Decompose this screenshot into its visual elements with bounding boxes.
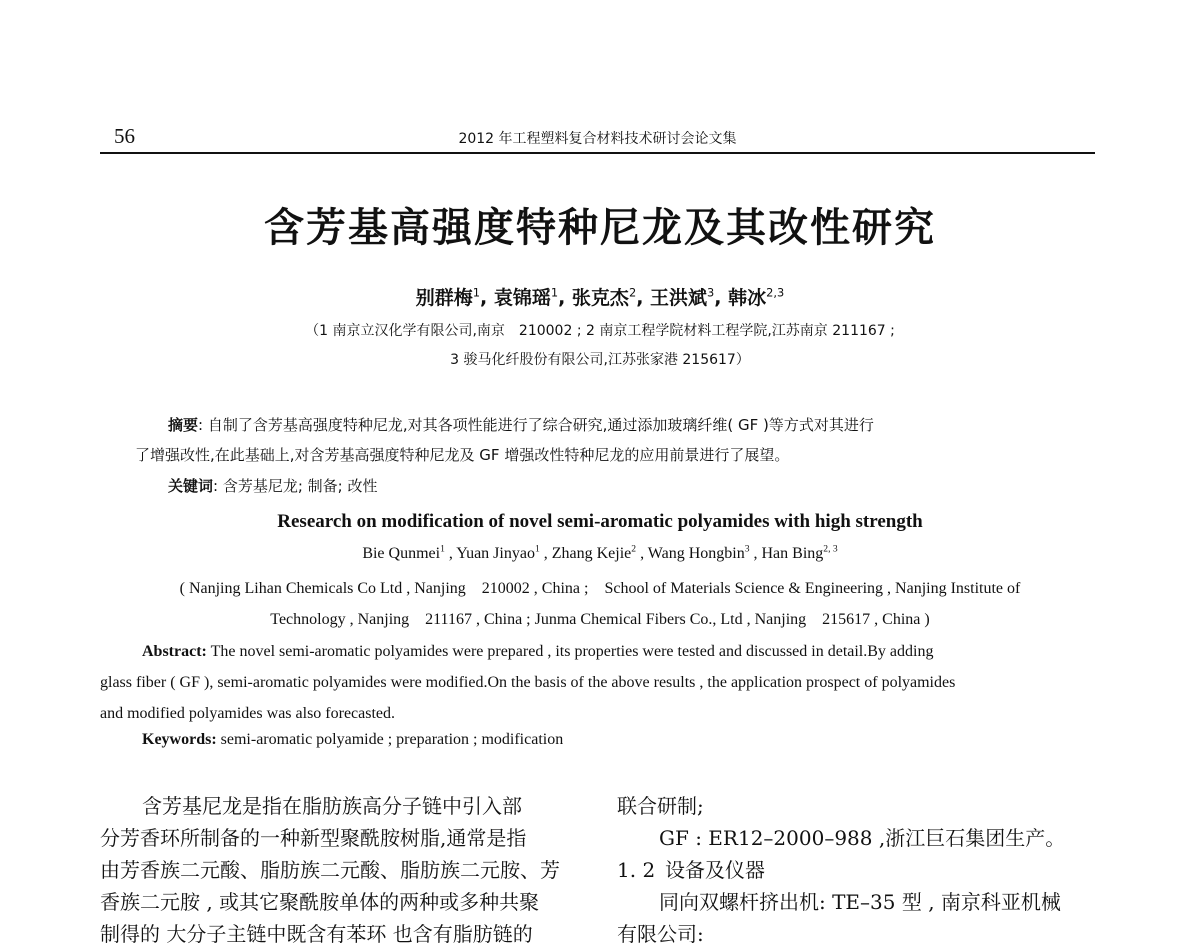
abstract-en-text: glass fiber ( GF ), semi-aromatic polyamides were modified.On the basis of the above results , the application prospect of polyamides — [100, 674, 956, 691]
paper-title-en: Research on modification of novel semi-aromatic polyamides with high strength — [277, 511, 923, 532]
keywords-cn-label: 关键词 — [168, 477, 214, 495]
author-affiliation-mark: 3 — [707, 285, 715, 300]
section-title: 设备及仪器 — [665, 858, 765, 882]
page-number: 56 — [114, 124, 135, 148]
author-affiliation-mark: 1 — [472, 285, 480, 300]
abstract-en-text: The novel semi-aromatic polyamides were prepared , its properties were tested and discussed in detail.By adding — [206, 643, 934, 660]
body-text-line: 制得的 大分子主链中既含有苯环 也含有脂肪链的 — [100, 922, 533, 946]
author-affiliation-mark: 3 — [744, 543, 750, 555]
author-affiliation-mark: 2 — [631, 543, 637, 555]
body-left-column — [100, 790, 590, 950]
body-right-column — [617, 790, 1097, 950]
keywords-en — [142, 731, 563, 749]
running-header — [100, 124, 1095, 152]
body-text-line: 联合研制; — [617, 794, 704, 818]
author-name: Yuan Jinyao — [456, 545, 535, 562]
author-affiliation-mark: 2, 3 — [823, 543, 838, 555]
author-name: Wang Hongbin — [647, 545, 745, 562]
keywords-en-label: Keywords: — [142, 731, 217, 748]
author-name: 韩冰 — [728, 287, 767, 309]
abstract-cn — [135, 410, 1075, 470]
keywords-cn-text: : 含芳基尼龙; 制备; 改性 — [213, 477, 378, 495]
author-name: Han Bing — [761, 545, 824, 562]
author-name: 别群梅 — [415, 287, 473, 309]
body-text-line: 同向双螺杆挤出机: TE–35 型 , 南京科亚机械 — [659, 890, 1061, 914]
affiliation-en-line: ( Nanjing Lihan Chemicals Co Ltd , Nanjing 210002 , China ; School of Materials Science & Engineering , Nanjing Institute of — [179, 580, 1021, 597]
paper-title-cn: 含芳基高强度特种尼龙及其改性研究 — [264, 205, 936, 251]
running-title: 2012 年工程塑料复合材料技术研讨会论文集 — [458, 131, 737, 147]
abstract-cn-text: : 自制了含芳基高强度特种尼龙,对其各项性能进行了综合研究,通过添加玻璃纤维( GF )等方式对其进行 — [198, 416, 874, 434]
abstract-cn-text: 了增强改性,在此基础上,对含芳基高强度特种尼龙及 GF 增强改性特种尼龙的应用前景进行了展望。 — [135, 446, 790, 464]
authors-en: Bie Qunmei$^1$ , Yuan Jinyao$^1$ , Zhang Kejie$^2$ , Wang Hongbin$^3$ , Han Bing$^{2, 3}$ — [362, 543, 838, 562]
authors-cn: 别群梅$^1$, 袁锦瑶$^1$, 张克杰$^2$, 王洪斌$^3$, 韩冰$^{2,3}$ — [415, 285, 785, 309]
author-name: Zhang Kejie — [551, 545, 632, 562]
body-text-line: 含芳基尼龙是指在脂肪族高分子链中引入部 — [142, 794, 522, 818]
affiliation-en-line: Technology , Nanjing 211167 , China ; Junma Chemical Fibers Co., Ltd , Nanjing 215617 , China ) — [270, 611, 930, 628]
body-text-line: GF : ER12–2000–988 ,浙江巨石集团生产。 — [659, 826, 1066, 850]
body-text-line: 香族二元胺 , 或其它聚酰胺单体的两种或多种共聚 — [100, 890, 540, 914]
author-name: Bie Qunmei — [362, 545, 441, 562]
author-name: 王洪斌 — [650, 287, 708, 309]
body-text-line: 由芳香族二元酸、脂肪族二元酸、脂肪族二元胺、芳 — [100, 858, 560, 882]
author-affiliation-mark: 2,3 — [766, 285, 785, 300]
section-number: 1. 2 — [617, 858, 656, 882]
header-divider — [100, 152, 1095, 154]
affiliation-cn-line: （1 南京立汉化学有限公司,南京 210002 ; 2 南京工程学院材料工程学院,江苏南京 211167 ; — [305, 323, 895, 339]
body-text-line: 分芳香环所制备的一种新型聚酰胺树脂,通常是指 — [100, 826, 527, 850]
author-affiliation-mark: 2 — [628, 285, 637, 300]
author-affiliation-mark: 1 — [550, 285, 559, 300]
author-name: 袁锦瑶 — [493, 287, 551, 309]
abstract-en-text: and modified polyamides was also forecasted. — [100, 705, 396, 722]
section-heading — [617, 854, 1097, 886]
abstract-cn-label: 摘要 — [168, 416, 199, 434]
abstract-en — [100, 636, 1097, 729]
author-name: 张克杰 — [571, 287, 629, 309]
author-affiliation-mark: 1 — [440, 543, 445, 555]
author-affiliation-mark: 1 — [534, 543, 540, 555]
keywords-en-text: semi-aromatic polyamide ; preparation ; modification — [216, 731, 564, 748]
keywords-cn — [168, 475, 377, 496]
body-text-line: 有限公司: — [617, 922, 704, 946]
affiliation-cn-line: 3 骏马化纤股份有限公司,江苏张家港 215617） — [450, 352, 750, 368]
abstract-en-label: Abstract: — [142, 643, 207, 660]
